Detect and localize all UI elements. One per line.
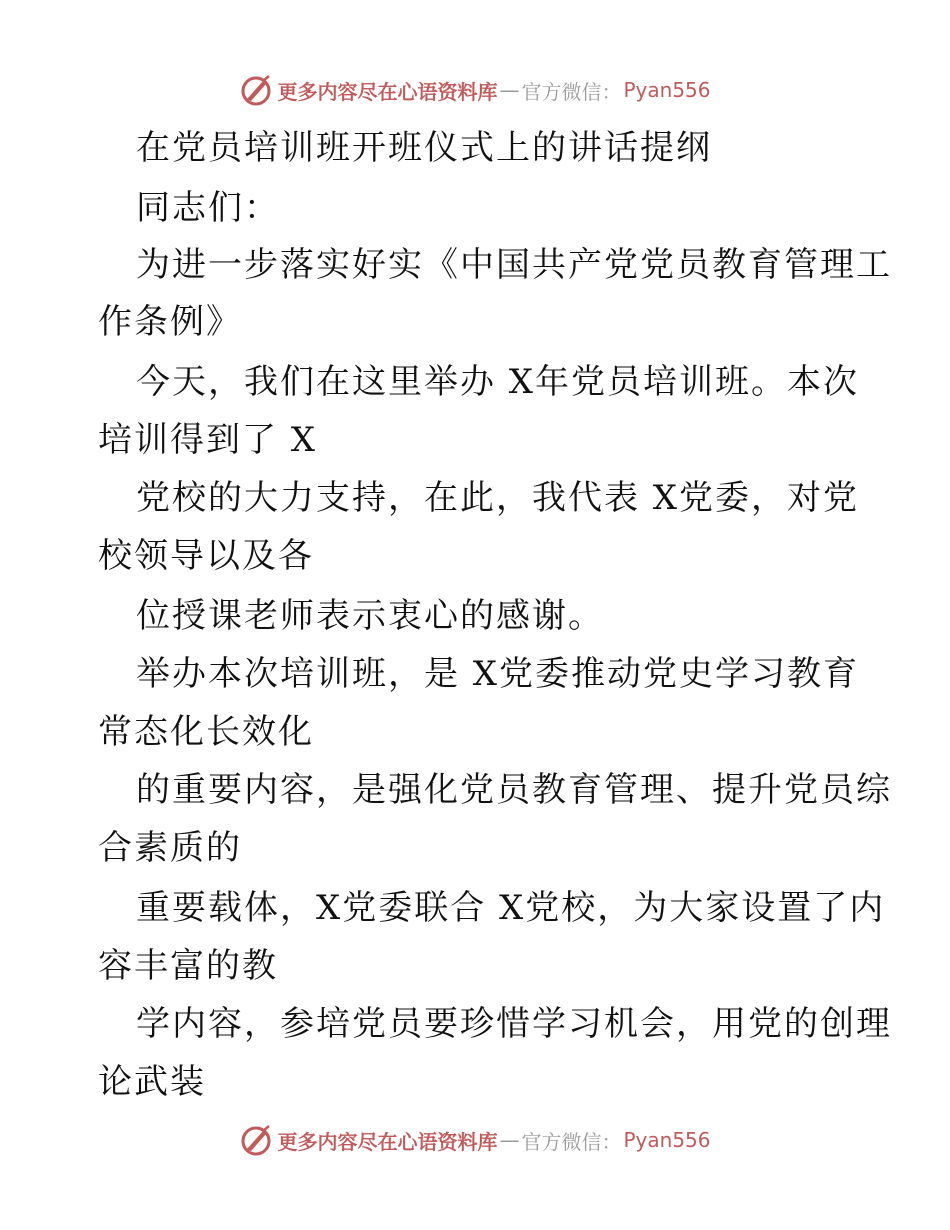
quill-logo-icon [239, 1123, 273, 1157]
salutation: 同志们： [136, 188, 280, 228]
paragraph-line: 论武装 [98, 1062, 206, 1102]
paragraph-line: 容丰富的教 [98, 946, 278, 986]
paragraph-line: 党校的大力支持，在此，我代表 X党委，对党 [136, 478, 860, 518]
paragraph-line: 学内容，参培党员要珍惜学习机会，用党的创理 [136, 1004, 892, 1044]
paragraph-line: 今天，我们在这里举办 X年党员培训班。本次 [136, 362, 860, 402]
paragraph-line: 的重要内容，是强化党员教育管理、提升党员综 [136, 770, 892, 810]
header-banner [0, 70, 950, 110]
paragraph-line: 合素质的 [98, 828, 242, 868]
paragraph-line: 作条例》 [98, 302, 242, 342]
promo-text: 更多内容尽在心语资料库 [277, 79, 498, 104]
paragraph-line: 培训得到了 X [98, 420, 318, 460]
paragraph-line: 为进一步落实好实《中国共产党党员教育管理工 [136, 245, 892, 285]
paragraph-line: 位授课老师表示衷心的感谢。 [136, 596, 604, 636]
wechat-label: 官方微信： [521, 1129, 622, 1154]
paragraph-line: 常态化长效化 [98, 712, 314, 752]
paragraph-line: 重要载体，X党委联合 X党校，为大家设置了内 [136, 888, 886, 928]
wechat-account: Pyan556 [623, 78, 711, 102]
wechat-account: Pyan556 [623, 1128, 711, 1152]
quill-logo-icon [239, 73, 273, 107]
paragraph-line: 举办本次培训班，是 X党委推动党史学习教育 [136, 654, 860, 694]
promo-text: 更多内容尽在心语资料库 [277, 1129, 498, 1154]
footer-banner [0, 1120, 950, 1160]
banner-separator: — [499, 1128, 520, 1152]
document-title: 在党员培训班开班仪式上的讲话提纲 [136, 128, 712, 168]
paragraph-line: 校领导以及各 [98, 536, 314, 576]
wechat-label: 官方微信： [521, 79, 622, 104]
banner-separator: — [499, 78, 520, 102]
